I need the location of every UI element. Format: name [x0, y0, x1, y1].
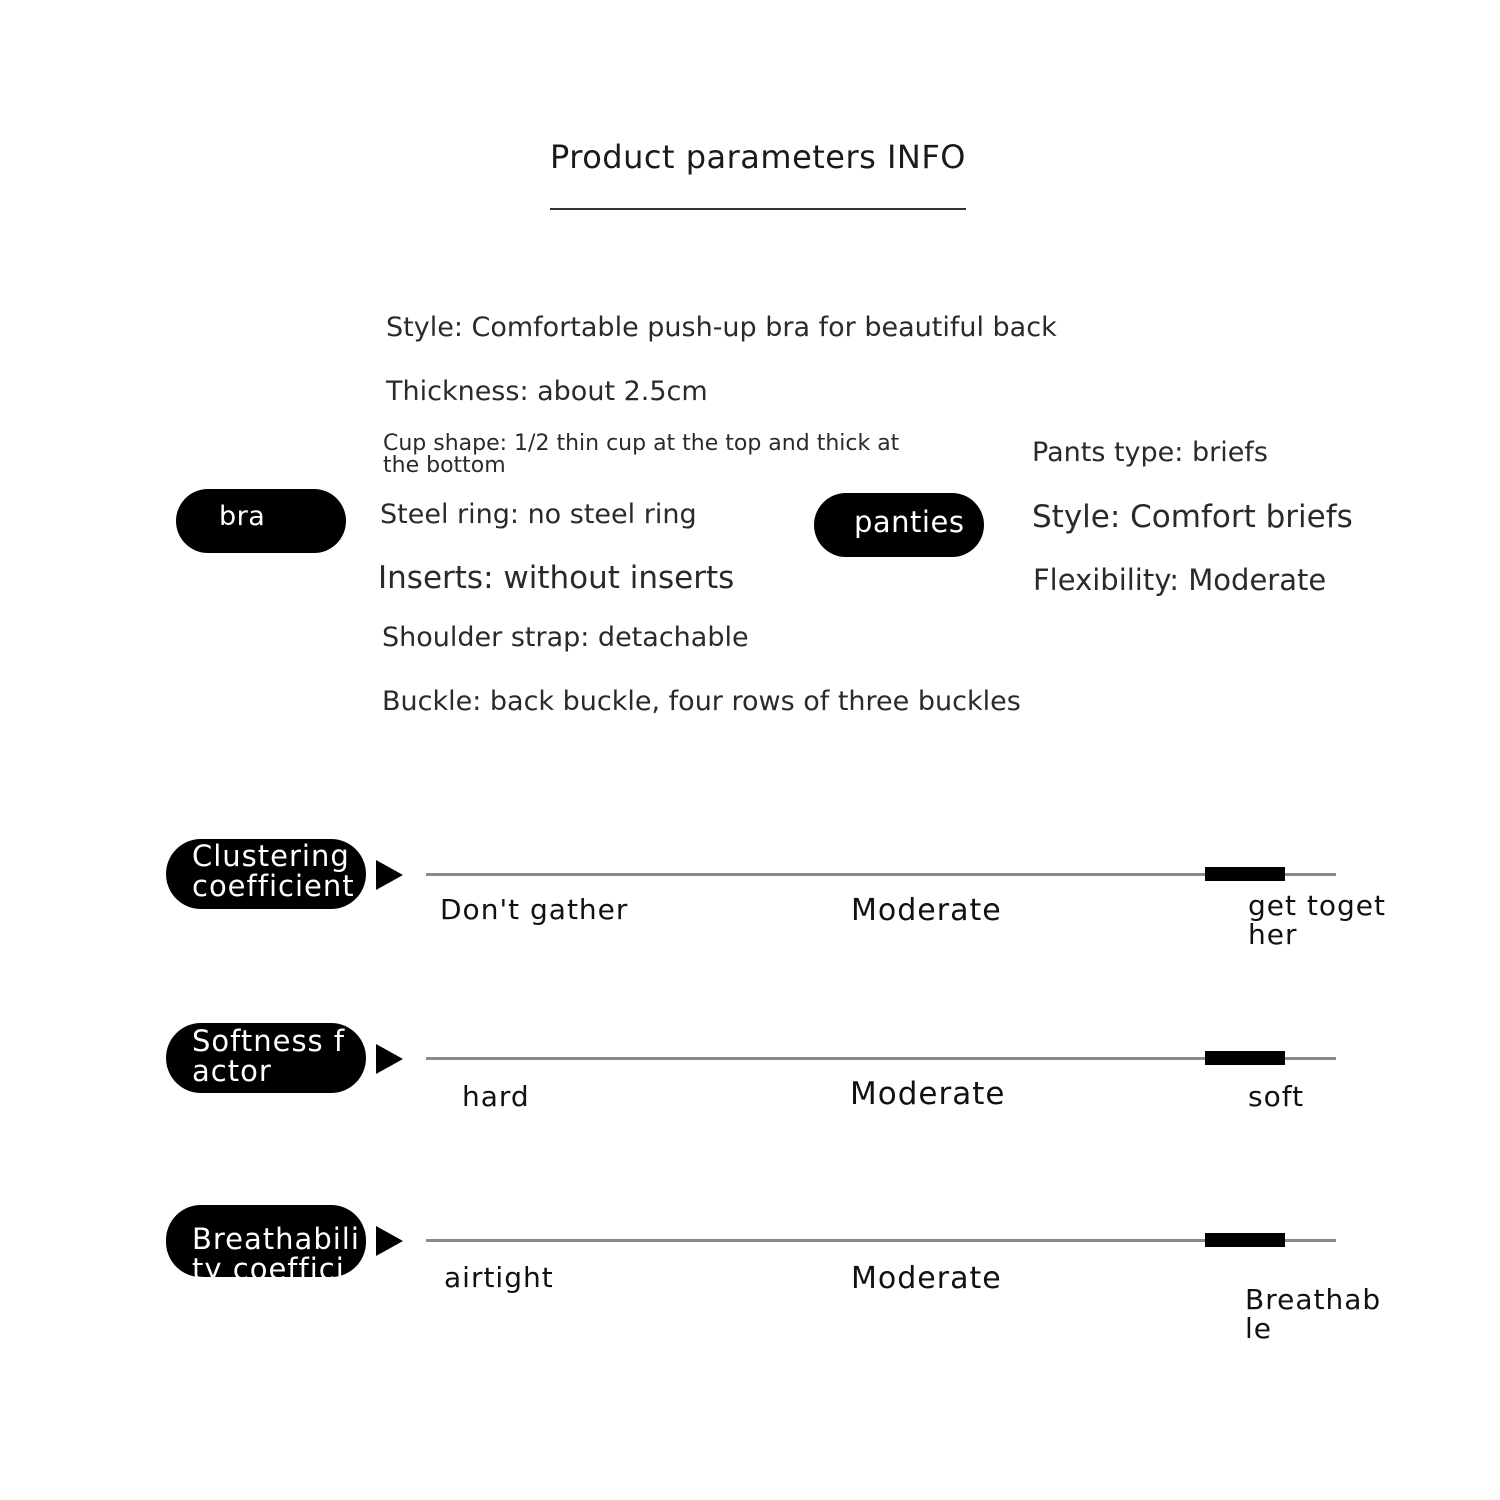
title-underline [550, 208, 966, 210]
bra-shoulder-strap-spec: Shoulder strap: detachable [382, 622, 749, 653]
clustering-coefficient-label: Clustering coefficient [192, 839, 355, 903]
breathability-scale-marker [1205, 1233, 1285, 1247]
breathability-arrow-icon [376, 1226, 403, 1256]
bra-badge-label: bra [219, 501, 266, 532]
bra-buckle-spec: Buckle: back buckle, four rows of three buckles [382, 686, 1021, 717]
clustering-high-label: get together [1248, 889, 1386, 951]
clustering-mid-label: Moderate [851, 893, 1002, 928]
breathability-low-label: airtight [444, 1261, 554, 1294]
panties-type-spec: Pants type: briefs [1032, 437, 1268, 468]
softness-mid-label: Moderate [850, 1076, 1006, 1112]
panties-flexibility-spec: Flexibility: Moderate [1033, 563, 1327, 597]
softness-scale-track [426, 1057, 1336, 1060]
breathability-high-label: Breathable [1245, 1283, 1382, 1345]
panties-badge-label: panties [854, 505, 965, 539]
softness-low-label: hard [462, 1080, 530, 1113]
breathability-coefficient-label: Breathability coefficient [192, 1222, 360, 1316]
softness-arrow-icon [376, 1044, 403, 1074]
breathability-coefficient-badge [166, 1205, 366, 1316]
bra-badge [176, 489, 346, 553]
softness-scale-marker [1205, 1051, 1285, 1065]
softness-high-label: soft [1248, 1080, 1305, 1113]
clustering-low-label: Don't gather [440, 893, 629, 926]
panties-style-spec: Style: Comfort briefs [1032, 499, 1353, 535]
breathability-scale-track [426, 1239, 1336, 1242]
clustering-arrow-icon [376, 860, 403, 890]
softness-factor-badge [166, 1023, 366, 1093]
clustering-scale-marker [1205, 867, 1285, 881]
clustering-coefficient-badge [166, 839, 366, 909]
bra-steel-ring-spec: Steel ring: no steel ring [380, 499, 697, 530]
bra-cup-shape-spec: Cup shape: 1/2 thin cup at the top and thick at the bottom [383, 431, 900, 478]
breathability-mid-label: Moderate [851, 1261, 1002, 1296]
panties-badge [814, 493, 984, 557]
bra-style-spec: Style: Comfortable push-up bra for beautiful back [386, 312, 1057, 343]
clustering-scale-track [426, 873, 1336, 876]
bra-thickness-spec: Thickness: about 2.5cm [386, 376, 708, 407]
softness-factor-label: Softness factor [192, 1024, 346, 1088]
bra-inserts-spec: Inserts: without inserts [378, 560, 735, 596]
page-title: Product parameters INFO [550, 138, 966, 176]
